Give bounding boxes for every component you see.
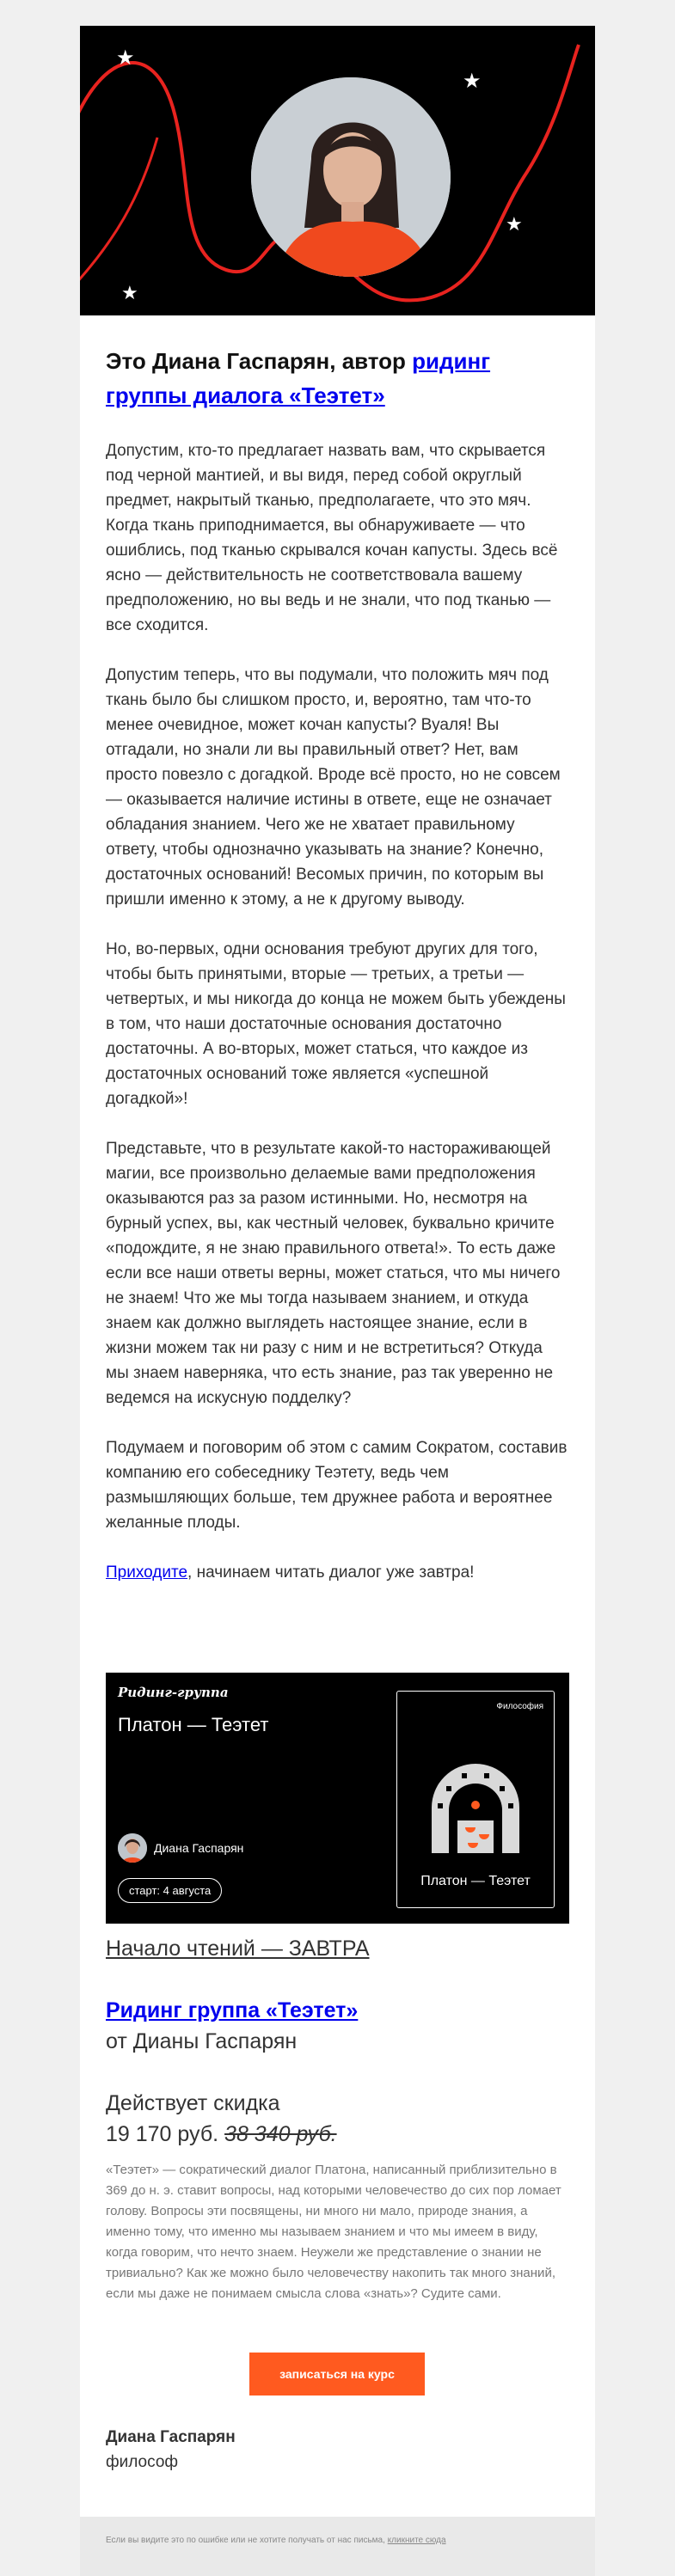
paragraph-1: Допустим, кто-то предлагает назвать вам, что скрывается под черной мантией, и вы видя, перед собой округлый предмет, накрытый тканью, предполагаете, что это мяч. Когда ткань приподнимается, вы обнаруживаете — что ошиблись, под тканью скрывался кочан капусты. Здесь всё ясно — действительность не соответствовала вашему предположению, но вы ведь и не знали, что под тканью — все сходится. — [106, 442, 558, 634]
book-cover — [396, 1691, 555, 1908]
signature-name: Диана Гаспарян — [106, 2428, 236, 2446]
promo-title: Платон — Теэтет — [118, 1714, 269, 1735]
reading-group-link[interactable]: ридинг группы диалога «Теэтет» — [106, 348, 491, 408]
course-info — [106, 1933, 569, 2304]
footer — [80, 2517, 595, 2576]
intro-heading — [106, 344, 569, 413]
red-curve-left — [80, 138, 157, 284]
star-icon: ★ — [116, 46, 135, 70]
book-category: Философия — [496, 1702, 543, 1711]
hero-banner — [80, 26, 595, 315]
invite-link[interactable]: Приходите — [106, 1563, 188, 1582]
letter-content — [106, 315, 569, 1585]
start-date-badge: старт: 4 августа — [118, 1878, 222, 1903]
course-description: «Теэтет» — сократический диалог Платона, написанный приблизительно в 369 до н. э. ставит вопросы, над которыми человечество до сих пор ломает голову. Вопросы эти посвящены, ни много ни мало, природе знания, а именно тому, что именно мы называем знанием и что мы имеем в виду, когда говорим, что нечто знаем. Неужели же представление о знании не тривиально? Как же можно было человечеству накопить так много знаний, если мы даже не понимаем смысла слова «знать»? Судите сами. — [106, 2163, 561, 2301]
invite-line — [106, 1560, 569, 1585]
promo-banner[interactable] — [106, 1673, 569, 1924]
start-line[interactable]: Начало чтений — ЗАВТРА — [106, 1937, 370, 1961]
arch-illustration — [397, 1726, 554, 1898]
course-author: от Дианы Гаспарян — [106, 2029, 298, 2053]
enroll-button[interactable]: записаться на курс — [249, 2353, 425, 2395]
footer-text: Если вы видите это по ошибке или не хотите получать от нас письма, — [106, 2536, 388, 2545]
avatar — [118, 1833, 147, 1863]
star-icon: ★ — [463, 69, 482, 93]
paragraph-2: Допустим теперь, что вы подумали, что положить мяч под ткань было бы слишком просто, и, вероятно, там что-то менее очевидное, может кочан капусты? Вуаля! Вы отгадали, но знали ли вы правильный ответ? Нет, вам просто повезло с догадкой. Вроде всё просто, но не совсем — оказывается наличие истины в ответе, еще не означает обладания знанием. Чего же не хватает правильному ответу, чтобы однозначно указывать на знание? Конечно, достаточных оснований! Весомых причин, по которым вы пришли именно к этому, а не к другому выводу. — [106, 666, 561, 909]
paragraph-4: Представьте, что в результате какой-то настораживающей магии, все произвольно делаемые вами предположения оказываются раз за разом истинными. Но, несмотря на бурный успех, вы, как честный человек, буквально кричите «подождите, я не знаю правильного ответа!». То есть даже если все наши ответы верны, может статься, что мы ничего не знаем! Что же мы тогда называем знанием, и откуда знаем как должно выглядеть настоящее знание, если в жизни можем так ни разу с ним и не встретиться? Откуда мы знаем наверняка, что есть знание, раз так уверенно не ведемся на искусную подделку? — [106, 1140, 561, 1407]
course-title — [106, 1995, 569, 2026]
star-icon: ★ — [121, 283, 138, 304]
unsubscribe-link[interactable]: кликните сюда — [387, 2536, 446, 2545]
course-title-link[interactable]: Ридинг группа «Теэтет» — [106, 1998, 359, 2022]
price-line — [106, 2119, 569, 2150]
email-sheet — [80, 26, 595, 2576]
promo-author-name: Диана Гаспарян — [154, 1841, 244, 1855]
price-new: 19 170 руб. — [106, 2122, 219, 2146]
discount-label: Действует скидка — [106, 2091, 280, 2115]
paragraph-5: Подумаем и поговорим об этом с самим Сократом, составив компанию его собеседнику Теэтету, ведь чем размышляющих больше, тем дружнее работа и вероятнее желанные плоды. — [106, 1439, 568, 1532]
invite-text: , начинаем читать диалог уже завтра! — [187, 1563, 475, 1582]
paragraph-3: Но, во-первых, одни основания требуют других для того, чтобы быть принятыми, вторые — третьих, а третьи — четвертых, и мы никогда до конца не можем быть убеждены в том, что наши достаточные основания достаточно достаточны. А во-вторых, может статься, что каждое из достаточных оснований тоже является «успешной догадкой»! — [106, 940, 566, 1108]
price-old: 38 340 руб. — [224, 2122, 337, 2146]
book-title: Платон — Теэтет — [420, 1874, 531, 1888]
star-icon: ★ — [506, 214, 523, 236]
promo-label: Ридинг-группа — [118, 1685, 229, 1700]
author-portrait — [251, 77, 451, 277]
footer-note — [106, 2536, 446, 2545]
promo-author — [118, 1833, 243, 1863]
intro-heading-text: Это Диана Гаспарян, автор — [106, 348, 413, 374]
signature-role: философ — [106, 2453, 179, 2471]
signature — [106, 2425, 236, 2475]
